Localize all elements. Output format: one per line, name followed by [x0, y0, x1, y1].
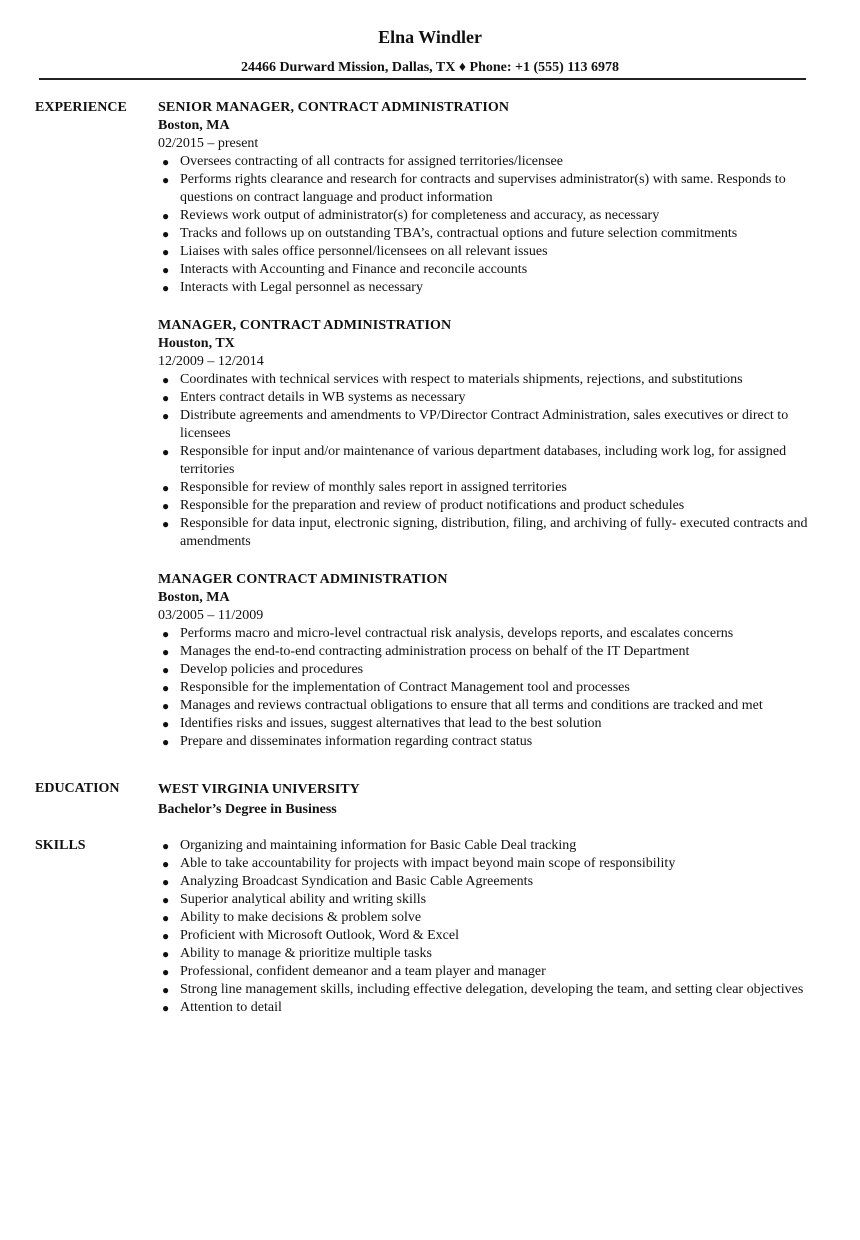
bullet-icon: ● — [162, 965, 170, 979]
bullet-icon: ● — [162, 717, 170, 731]
list-item: ● Coordinates with technical services with respect to materials shipments, rejections, and substitutions — [162, 372, 743, 387]
list-item: ● Ability to make decisions & problem solve — [162, 910, 422, 925]
bullet-icon: ● — [162, 445, 170, 459]
list-item: ● Manages the end-to-end contracting administration process on behalf of the IT Department — [162, 644, 690, 659]
list-item: ● Attention to detail — [162, 1000, 282, 1015]
bullet-icon: ● — [162, 875, 170, 889]
school-name: WEST VIRGINIA UNIVERSITY — [158, 782, 360, 797]
list-item: ● Prepare and disseminates information regarding contract status — [162, 734, 533, 749]
bullet-icon: ● — [162, 245, 170, 259]
list-item: ● Responsible for the implementation of Contract Management tool and processes — [162, 680, 630, 695]
list-item: ● Identifies risks and issues, suggest alternatives that lead to the best solution — [162, 716, 602, 731]
bullet-icon: ● — [162, 663, 170, 677]
list-item: ● Superior analytical ability and writing skills — [162, 892, 427, 907]
list-item: ● Proficient with Microsoft Outlook, Word & Excel — [162, 928, 459, 943]
bullet-icon: ● — [162, 893, 170, 907]
bullet-icon: ● — [162, 735, 170, 749]
list-item: ● Oversees contracting of all contracts for assigned territories/licensee — [162, 154, 563, 169]
job-bullets — [158, 371, 818, 551]
job-entry — [158, 317, 818, 551]
bullet-icon: ● — [162, 155, 170, 169]
job-title: SENIOR MANAGER, CONTRACT ADMINISTRATION — [158, 100, 510, 115]
bullet-icon: ● — [162, 645, 170, 659]
list-item: ● Professional, confident demeanor and a team player and manager — [162, 964, 546, 979]
job-title: MANAGER CONTRACT ADMINISTRATION — [158, 572, 448, 587]
skill-bullets — [158, 837, 818, 1017]
job-entry — [158, 99, 818, 297]
bullet-icon: ● — [162, 373, 170, 387]
bullet-icon: ● — [162, 209, 170, 223]
list-item: ● Develop policies and procedures — [162, 662, 364, 677]
list-item: ● Responsible for the preparation and review of product notifications and product schedules — [162, 498, 685, 513]
list-item: ● Analyzing Broadcast Syndication and Basic Cable Agreements — [162, 874, 534, 889]
bullet-icon: ● — [162, 983, 170, 997]
list-item: ● Responsible for input and/or maintenance of various department databases, including work log, for assigned territories — [162, 444, 787, 477]
bullet-icon: ● — [162, 857, 170, 871]
list-item: ● Liaises with sales office personnel/licensees on all relevant issues — [162, 244, 548, 259]
section-label-experience: EXPERIENCE — [35, 100, 127, 115]
job-location: Boston, MA — [158, 590, 230, 605]
list-item: ● Able to take accountability for projects with impact beyond main scope of responsibility — [162, 856, 676, 871]
job-dates: 03/2005 – 11/2009 — [158, 608, 264, 623]
list-item: ● Interacts with Legal personnel as necessary — [162, 280, 423, 295]
bullet-icon: ● — [162, 517, 170, 531]
job-title: MANAGER, CONTRACT ADMINISTRATION — [158, 318, 452, 333]
bullet-icon: ● — [162, 947, 170, 961]
list-item: ● Reviews work output of administrator(s) for completeness and accuracy, as necessary — [162, 208, 660, 223]
job-dates: 12/2009 – 12/2014 — [158, 354, 264, 369]
bullet-icon: ● — [162, 263, 170, 277]
education-entry — [158, 780, 818, 820]
bullet-icon: ● — [162, 173, 170, 187]
bullet-icon: ● — [162, 409, 170, 423]
bullet-icon: ● — [162, 499, 170, 513]
resume-name: Elna Windler — [378, 27, 482, 47]
list-item: ● Enters contract details in WB systems as necessary — [162, 390, 466, 405]
bullet-icon: ● — [162, 839, 170, 853]
experience-list — [158, 99, 818, 771]
header-divider — [39, 78, 806, 80]
bullet-icon: ● — [162, 281, 170, 295]
list-item: ● Organizing and maintaining information for Basic Cable Deal tracking — [162, 838, 577, 853]
job-bullets — [158, 625, 818, 751]
list-item: ● Performs rights clearance and research for contracts and supervises administrator(s) with same. Responds to questions on contract language and product information — [162, 172, 786, 205]
bullet-icon: ● — [162, 391, 170, 405]
section-label-education: EDUCATION — [35, 781, 120, 796]
list-item: ● Strong line management skills, including effective delegation, developing the team, and setting clear objectives — [162, 982, 804, 997]
job-entry — [158, 571, 818, 751]
job-location: Boston, MA — [158, 118, 230, 133]
list-item: ● Ability to manage & prioritize multiple tasks — [162, 946, 432, 961]
bullet-icon: ● — [162, 929, 170, 943]
bullet-icon: ● — [162, 699, 170, 713]
job-bullets — [158, 153, 818, 297]
list-item: ● Manages and reviews contractual obligations to ensure that all terms and conditions are tracked and met — [162, 698, 763, 713]
bullet-icon: ● — [162, 911, 170, 925]
list-item: ● Tracks and follows up on outstanding TBA’s, contractual options and future selection commitments — [162, 226, 738, 241]
list-item: ● Performs macro and micro-level contractual risk analysis, develops reports, and escalates concerns — [162, 626, 734, 641]
list-item: ● Interacts with Accounting and Finance and reconcile accounts — [162, 262, 528, 277]
contact-line: 24466 Durward Mission, Dallas, TX ♦ Phone: +1 (555) 113 6978 — [240, 60, 620, 75]
degree-name: Bachelor’s Degree in Business — [158, 802, 337, 817]
skills-list — [158, 837, 818, 1017]
section-label-skills: SKILLS — [35, 838, 86, 853]
job-location: Houston, TX — [158, 336, 235, 351]
bullet-icon: ● — [162, 227, 170, 241]
bullet-icon: ● — [162, 627, 170, 641]
job-dates: 02/2015 – present — [158, 136, 259, 151]
bullet-icon: ● — [162, 1001, 170, 1015]
bullet-icon: ● — [162, 481, 170, 495]
list-item: ● Responsible for data input, electronic signing, distribution, filing, and archiving of fully- executed contracts and amendments — [162, 516, 808, 549]
bullet-icon: ● — [162, 681, 170, 695]
list-item: ● Distribute agreements and amendments to VP/Director Contract Administration, sales executives or direct to licensees — [162, 408, 789, 441]
list-item: ● Responsible for review of monthly sales report in assigned territories — [162, 480, 567, 495]
